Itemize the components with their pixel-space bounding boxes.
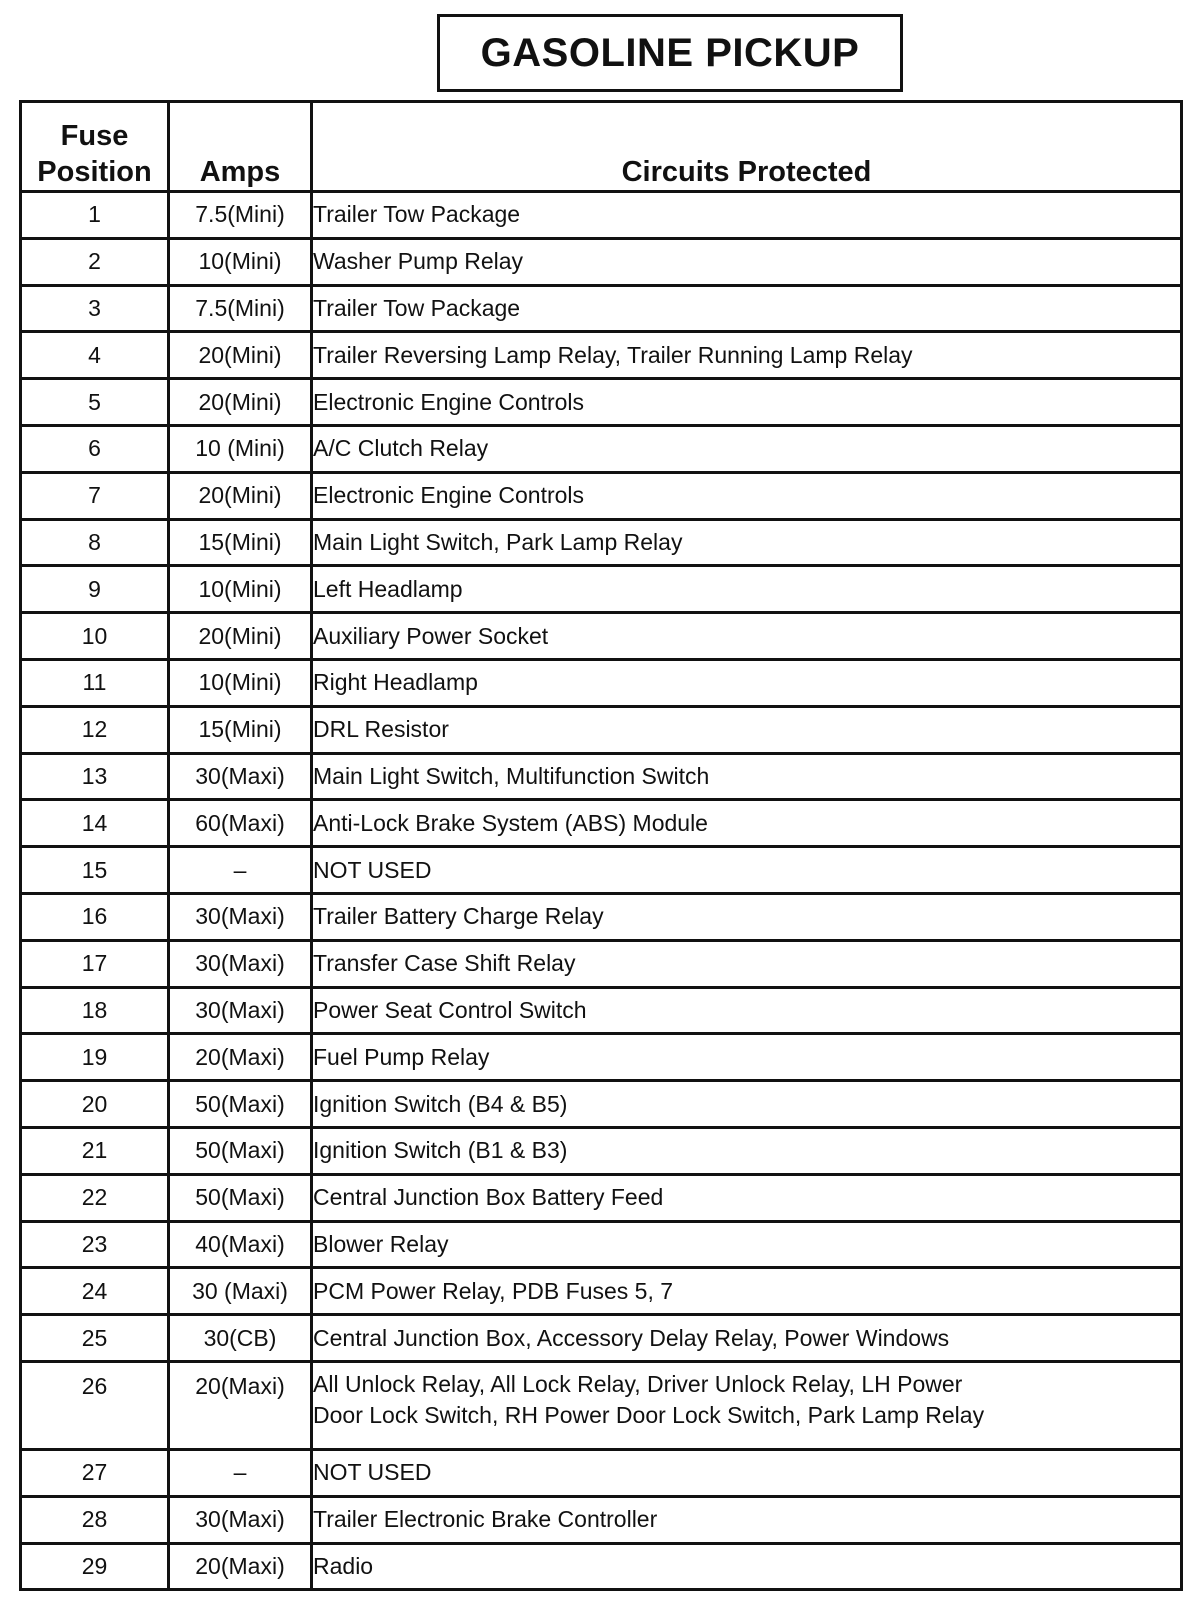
circuits-text: Trailer Electronic Brake Controller bbox=[313, 1506, 658, 1533]
circuits-text: Trailer Tow Package bbox=[313, 294, 521, 321]
amps-cell: 15(Mini) bbox=[169, 706, 312, 753]
circuits-text: Ignition Switch (B1 & B3) bbox=[313, 1137, 568, 1164]
circuits-text: Auxiliary Power Socket bbox=[313, 622, 549, 649]
circuits-text: DRL Resistor bbox=[313, 716, 449, 743]
fuse-position-cell: 1 bbox=[21, 192, 169, 239]
circuits-text: Central Junction Box, Accessory Delay Relay, Power Windows bbox=[313, 1324, 950, 1351]
circuits-text: Electronic Engine Controls bbox=[313, 482, 585, 509]
table-row bbox=[21, 1315, 1182, 1362]
fuse-position-cell: 12 bbox=[21, 706, 169, 753]
fuse-position-cell: 5 bbox=[21, 379, 169, 426]
amps-cell: 20(Mini) bbox=[169, 379, 312, 426]
circuits-cell bbox=[312, 1081, 1182, 1128]
table-row bbox=[21, 1543, 1182, 1590]
table-row bbox=[21, 379, 1182, 426]
table-row bbox=[21, 192, 1182, 239]
amps-cell: 30(Maxi) bbox=[169, 753, 312, 800]
amps-cell: – bbox=[169, 847, 312, 894]
fuse-position-cell: 27 bbox=[21, 1449, 169, 1496]
table-row bbox=[21, 893, 1182, 940]
circuits-text: NOT USED bbox=[313, 856, 432, 883]
circuits-text: Main Light Switch, Park Lamp Relay bbox=[313, 528, 683, 555]
fuse-position-cell: 8 bbox=[21, 519, 169, 566]
fuse-position-cell: 15 bbox=[21, 847, 169, 894]
fuse-position-cell: 9 bbox=[21, 566, 169, 613]
circuits-cell bbox=[312, 706, 1182, 753]
circuits-text: NOT USED bbox=[313, 1459, 432, 1486]
circuits-cell bbox=[312, 238, 1182, 285]
circuits-text: A/C Clutch Relay bbox=[313, 435, 489, 462]
amps-cell: 30(Maxi) bbox=[169, 1496, 312, 1543]
fuse-position-cell: 17 bbox=[21, 940, 169, 987]
amps-cell: 50(Maxi) bbox=[169, 1081, 312, 1128]
table-row bbox=[21, 987, 1182, 1034]
circuits-text: PCM Power Relay, PDB Fuses 5, 7 bbox=[313, 1277, 674, 1304]
table-row bbox=[21, 1034, 1182, 1081]
circuits-cell bbox=[312, 847, 1182, 894]
circuits-text: Transfer Case Shift Relay bbox=[313, 950, 576, 977]
table-row bbox=[21, 1268, 1182, 1315]
amps-cell: 30 (Maxi) bbox=[169, 1268, 312, 1315]
fuse-position-cell: 24 bbox=[21, 1268, 169, 1315]
circuits-text: Electronic Engine Controls bbox=[313, 388, 585, 415]
fuse-position-cell: 28 bbox=[21, 1496, 169, 1543]
table-row bbox=[21, 613, 1182, 660]
title-box bbox=[437, 14, 903, 92]
fuse-position-cell: 10 bbox=[21, 613, 169, 660]
amps-cell: 10(Mini) bbox=[169, 238, 312, 285]
circuits-text: Ignition Switch (B4 & B5) bbox=[313, 1090, 568, 1117]
amps-cell: 60(Maxi) bbox=[169, 800, 312, 847]
table-row bbox=[21, 566, 1182, 613]
fuse-position-cell: 22 bbox=[21, 1174, 169, 1221]
fuse-table-body bbox=[21, 192, 1182, 1590]
circuits-cell bbox=[312, 332, 1182, 379]
header-fuse-position bbox=[21, 102, 169, 192]
amps-cell: 30(Maxi) bbox=[169, 987, 312, 1034]
table-row bbox=[21, 1496, 1182, 1543]
amps-cell: 20(Mini) bbox=[169, 613, 312, 660]
circuits-cell bbox=[312, 1174, 1182, 1221]
fuse-position-cell: 18 bbox=[21, 987, 169, 1034]
table-row bbox=[21, 659, 1182, 706]
fuse-position-cell: 25 bbox=[21, 1315, 169, 1362]
amps-cell: 10(Mini) bbox=[169, 566, 312, 613]
table-row bbox=[21, 940, 1182, 987]
circuits-text: Fuel Pump Relay bbox=[313, 1043, 490, 1070]
fuse-position-cell: 7 bbox=[21, 472, 169, 519]
circuits-cell bbox=[312, 1361, 1182, 1449]
fuse-position-cell: 3 bbox=[21, 285, 169, 332]
table-row bbox=[21, 706, 1182, 753]
table-row bbox=[21, 1127, 1182, 1174]
circuits-text-line2: Door Lock Switch, RH Power Door Lock Switch, Park Lamp Relay bbox=[313, 1401, 985, 1428]
table-row bbox=[21, 1449, 1182, 1496]
circuits-cell bbox=[312, 659, 1182, 706]
table-row bbox=[21, 847, 1182, 894]
header-amps: Amps bbox=[169, 102, 312, 192]
circuits-cell bbox=[312, 753, 1182, 800]
table-row bbox=[21, 519, 1182, 566]
header-circuits-protected: Circuits Protected bbox=[312, 102, 1182, 192]
table-row bbox=[21, 285, 1182, 332]
circuits-cell bbox=[312, 1496, 1182, 1543]
fuse-position-cell: 13 bbox=[21, 753, 169, 800]
circuits-cell bbox=[312, 192, 1182, 239]
amps-cell: 7.5(Mini) bbox=[169, 192, 312, 239]
fuse-position-cell: 26 bbox=[21, 1361, 169, 1449]
fuse-position-cell: 29 bbox=[21, 1543, 169, 1590]
table-row bbox=[21, 1174, 1182, 1221]
circuits-text: Trailer Tow Package bbox=[313, 201, 521, 228]
amps-cell: 10(Mini) bbox=[169, 659, 312, 706]
circuits-cell bbox=[312, 285, 1182, 332]
circuits-text: Anti-Lock Brake System (ABS) Module bbox=[313, 809, 708, 836]
page-title: GASOLINE PICKUP bbox=[480, 30, 860, 75]
amps-cell: 30(Maxi) bbox=[169, 893, 312, 940]
circuits-text: Blower Relay bbox=[313, 1230, 449, 1257]
circuits-cell bbox=[312, 472, 1182, 519]
table-row bbox=[21, 472, 1182, 519]
circuits-cell bbox=[312, 1221, 1182, 1268]
table-row bbox=[21, 1221, 1182, 1268]
circuits-text: Left Headlamp bbox=[313, 575, 463, 602]
circuits-cell bbox=[312, 425, 1182, 472]
circuits-cell bbox=[312, 1034, 1182, 1081]
table-row bbox=[21, 1361, 1182, 1449]
circuits-cell bbox=[312, 566, 1182, 613]
circuits-cell bbox=[312, 940, 1182, 987]
amps-cell: 20(Mini) bbox=[169, 332, 312, 379]
circuits-cell bbox=[312, 893, 1182, 940]
circuits-text: Radio bbox=[313, 1552, 374, 1579]
table-row bbox=[21, 1081, 1182, 1128]
circuits-text: Trailer Battery Charge Relay bbox=[313, 903, 604, 930]
fuse-position-cell: 4 bbox=[21, 332, 169, 379]
amps-cell: – bbox=[169, 1449, 312, 1496]
circuits-cell bbox=[312, 1449, 1182, 1496]
fuse-position-cell: 23 bbox=[21, 1221, 169, 1268]
circuits-cell bbox=[312, 613, 1182, 660]
amps-cell: 50(Maxi) bbox=[169, 1174, 312, 1221]
table-row bbox=[21, 425, 1182, 472]
table-row bbox=[21, 332, 1182, 379]
circuits-text: Main Light Switch, Multifunction Switch bbox=[313, 762, 710, 789]
table-row bbox=[21, 800, 1182, 847]
amps-cell: 7.5(Mini) bbox=[169, 285, 312, 332]
amps-cell: 15(Mini) bbox=[169, 519, 312, 566]
table-row bbox=[21, 753, 1182, 800]
fuse-position-cell: 21 bbox=[21, 1127, 169, 1174]
fuse-position-cell: 6 bbox=[21, 425, 169, 472]
amps-cell: 20(Maxi) bbox=[169, 1034, 312, 1081]
header-position-label: Position bbox=[37, 156, 152, 188]
circuits-text: Washer Pump Relay bbox=[313, 248, 524, 275]
fuse-position-cell: 14 bbox=[21, 800, 169, 847]
circuits-cell bbox=[312, 1315, 1182, 1362]
amps-cell: 30(CB) bbox=[169, 1315, 312, 1362]
circuits-cell bbox=[312, 1543, 1182, 1590]
amps-cell: 50(Maxi) bbox=[169, 1127, 312, 1174]
fuse-position-cell: 20 bbox=[21, 1081, 169, 1128]
amps-cell: 40(Maxi) bbox=[169, 1221, 312, 1268]
fuse-table bbox=[19, 100, 1183, 1591]
fuse-position-cell: 11 bbox=[21, 659, 169, 706]
header-fuse-label: Fuse bbox=[60, 120, 129, 152]
amps-cell: 20(Maxi) bbox=[169, 1361, 312, 1449]
circuits-cell bbox=[312, 987, 1182, 1034]
circuits-text: All Unlock Relay, All Lock Relay, Driver Unlock Relay, LH Power bbox=[313, 1370, 963, 1397]
circuits-text: Trailer Reversing Lamp Relay, Trailer Running Lamp Relay bbox=[313, 341, 913, 368]
table-row bbox=[21, 238, 1182, 285]
amps-cell: 20(Maxi) bbox=[169, 1543, 312, 1590]
circuits-cell bbox=[312, 800, 1182, 847]
fuse-position-cell: 19 bbox=[21, 1034, 169, 1081]
circuits-text: Power Seat Control Switch bbox=[313, 996, 587, 1023]
fuse-position-cell: 2 bbox=[21, 238, 169, 285]
circuits-cell bbox=[312, 1268, 1182, 1315]
amps-cell: 30(Maxi) bbox=[169, 940, 312, 987]
circuits-text: Central Junction Box Battery Feed bbox=[313, 1184, 664, 1211]
amps-cell: 20(Mini) bbox=[169, 472, 312, 519]
circuits-text: Right Headlamp bbox=[313, 669, 478, 696]
circuits-cell bbox=[312, 519, 1182, 566]
circuits-cell bbox=[312, 379, 1182, 426]
amps-cell: 10 (Mini) bbox=[169, 425, 312, 472]
circuits-cell bbox=[312, 1127, 1182, 1174]
header-row bbox=[21, 102, 1182, 192]
fuse-position-cell: 16 bbox=[21, 893, 169, 940]
